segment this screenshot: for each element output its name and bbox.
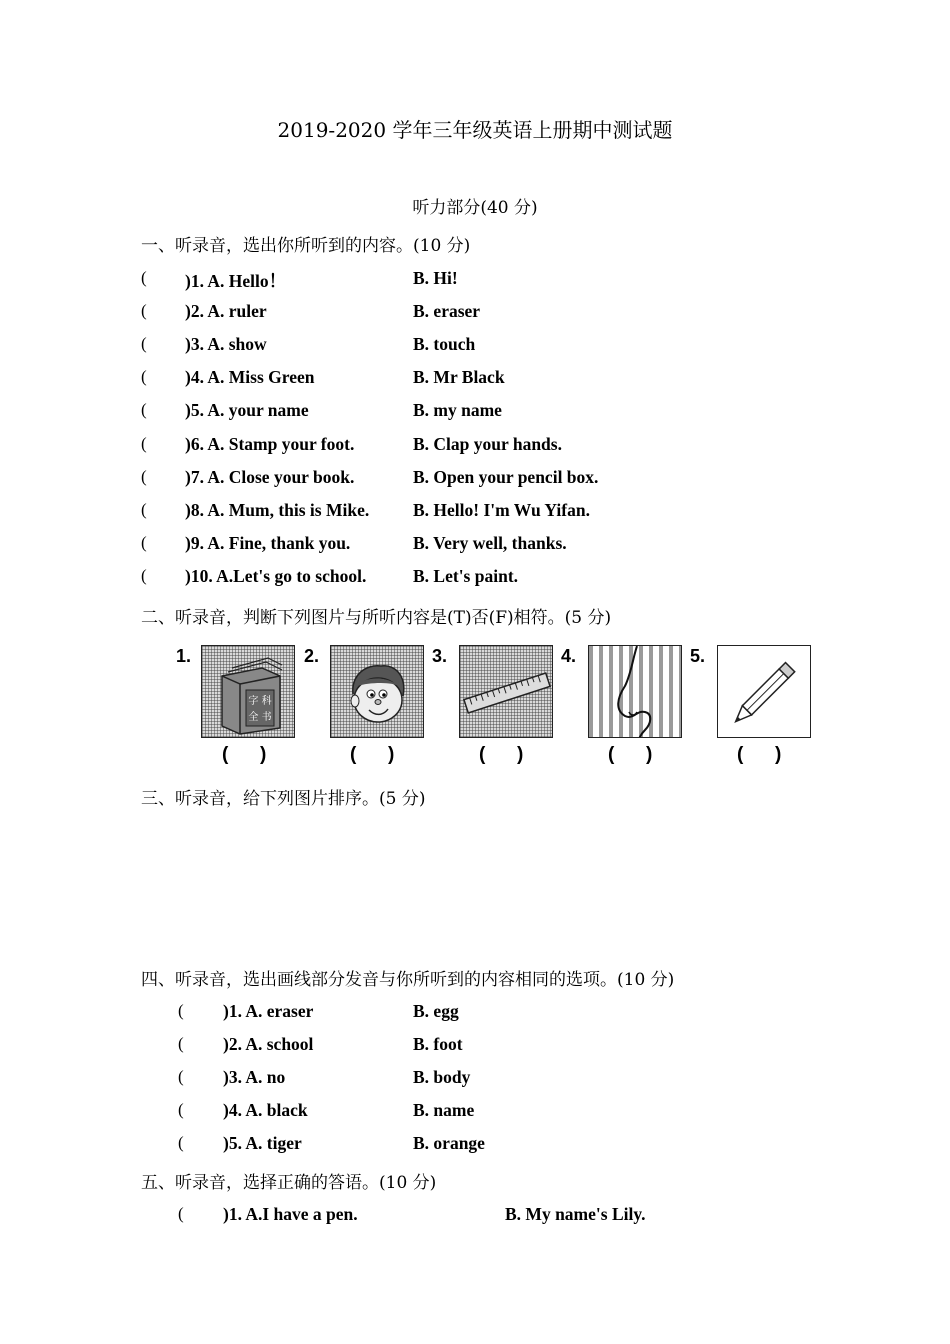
option-a: )9. A. Fine, thank you. (185, 532, 351, 553)
option-a: )2. A. school (223, 1034, 314, 1054)
option-b: B. My name's Lily. (505, 1204, 646, 1224)
book-title-line-1: 字 科 (248, 696, 272, 707)
option-b: B. Hello! I'm Wu Yifan. (413, 499, 590, 520)
option-b: B. orange (413, 1133, 485, 1153)
option-b: B. name (413, 1100, 475, 1120)
picture-number-4: 4. (561, 646, 577, 666)
answer-blank-5[interactable]: ( ) (737, 744, 782, 765)
answer-paren[interactable]: ( (141, 268, 147, 287)
book-icon (202, 646, 295, 738)
picture-pencil (717, 645, 811, 738)
answer-paren[interactable]: ( (141, 499, 147, 519)
answer-paren[interactable]: ( (178, 1001, 184, 1020)
section-1-heading: 一、听录音，选出你所听到的内容。(10 分) (141, 236, 471, 256)
picture-number-2: 2. (304, 646, 320, 666)
answer-paren[interactable]: ( (141, 532, 147, 552)
option-a: )1. A.I have a pen. (223, 1204, 358, 1224)
answer-paren[interactable]: ( (141, 367, 147, 387)
option-b: B. Hi! (413, 268, 458, 288)
picture-number-1: 1. (176, 646, 192, 666)
option-a: )1. A. eraser (223, 1001, 314, 1021)
answer-paren[interactable]: ( (178, 1204, 184, 1223)
answer-paren[interactable]: ( (141, 334, 147, 354)
book-title-line-2: 全 书 (248, 712, 272, 723)
answer-blank-2[interactable]: ( ) (350, 744, 395, 765)
picture-number-5: 5. (690, 646, 706, 666)
listening-subtitle: 听力部分(40 分) (412, 198, 538, 218)
answer-paren[interactable]: ( (141, 565, 147, 585)
answer-paren[interactable]: ( (178, 1034, 184, 1053)
option-a: )1. A. Hello！ (185, 271, 287, 291)
option-b: B. body (413, 1067, 471, 1087)
answer-blank-3[interactable]: ( ) (479, 744, 524, 765)
section-3-heading: 三、听录音，给下列图片排序。(5 分) (141, 789, 426, 809)
answer-paren[interactable]: ( (141, 400, 147, 420)
section-2-heading: 二、听录音，判断下列图片与所听内容是(T)否(F)相符。(5 分) (141, 608, 612, 628)
option-a: )5. A. tiger (223, 1133, 302, 1153)
option-a: )4. A. black (223, 1100, 308, 1120)
option-b: B. Clap your hands. (413, 433, 562, 454)
answer-blank-4[interactable]: ( ) (608, 744, 653, 765)
option-b: B. my name (413, 400, 502, 421)
option-b: B. Very well, thanks. (413, 532, 567, 553)
option-a: )5. A. your name (185, 400, 309, 421)
picture-number-3: 3. (432, 646, 448, 666)
picture-book (201, 645, 295, 738)
answer-paren[interactable]: ( (141, 433, 147, 453)
section-5-heading: 五、听录音，选择正确的答语。(10 分) (141, 1173, 437, 1193)
answer-paren[interactable]: ( (178, 1100, 184, 1119)
pencil-icon (718, 646, 811, 738)
answer-paren[interactable]: ( (178, 1133, 184, 1152)
option-b: B. Let's paint. (413, 565, 519, 586)
option-b: B. Open your pencil box. (413, 466, 599, 487)
answer-blank-1[interactable]: ( ) (222, 744, 267, 765)
option-a: )6. A. Stamp your foot. (185, 433, 355, 454)
option-b: B. eraser (413, 301, 481, 322)
section-4-heading: 四、听录音，选出画线部分发音与你所听到的内容相同的选项。(10 分) (141, 970, 675, 990)
boy-face-icon (331, 646, 424, 738)
answer-paren[interactable]: ( (178, 1067, 184, 1086)
picture-nose (588, 645, 682, 738)
option-b: B. Mr Black (413, 367, 505, 388)
option-a: )10. A.Let's go to school. (185, 565, 367, 586)
option-a: )3. A. show (185, 334, 267, 355)
option-a: )7. A. Close your book. (185, 466, 355, 487)
answer-paren[interactable]: ( (141, 301, 147, 321)
page-title: 2019-2020 学年三年级英语上册期中测试题 (277, 118, 673, 142)
picture-ruler (459, 645, 553, 738)
option-a: )2. A. ruler (185, 301, 267, 322)
answer-paren[interactable]: ( (141, 466, 147, 486)
picture-boy-face (330, 645, 424, 738)
nose-icon (589, 646, 682, 738)
option-a: )3. A. no (223, 1067, 286, 1087)
option-b: B. touch (413, 334, 476, 355)
option-a: )4. A. Miss Green (185, 367, 315, 388)
option-b: B. foot (413, 1034, 463, 1054)
option-b: B. egg (413, 1001, 459, 1021)
option-a: )8. A. Mum, this is Mike. (185, 499, 370, 520)
ruler-icon (460, 646, 553, 738)
